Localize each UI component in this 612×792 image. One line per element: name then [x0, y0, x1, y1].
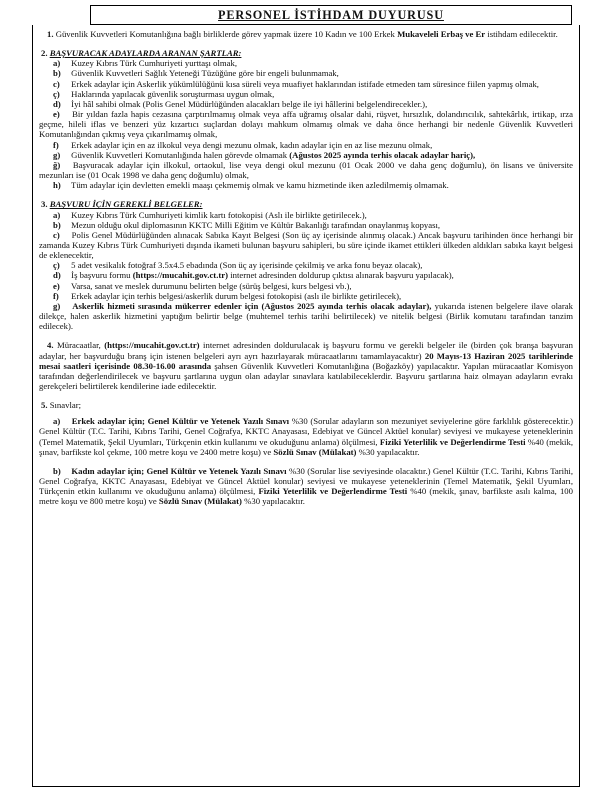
- list-item: a) Kuzey Kıbrıs Türk Cumhuriyeti kimlik kartı fotokopisi (Aslı ile birlikte getirilecek.),: [53, 209, 367, 220]
- list-item: b) Güvenlik Kuvvetleri Sağlık Yeteneği Tüzüğüne göre bir engeli bulunmamak,: [53, 68, 339, 79]
- exam-women: b) Kadın adaylar için; Genel Kültür ve Yetenek Yazılı Sınavı %30 (Sorular lise seviyesinde olacaktır.) Genel Kültür (T.C. Tarihi, Kıbrıs Tarihi, Genel Coğrafya, KKTC Anayasası, Edebiyat ve Güncel Aktüel konular) seviyesi ve mukayese yeteneklerinin (Temel Matematik, Şekil Uyumları, Türkçenin etkin kullanımı ve okuduğunu anlama) ölçülmesi, Fiziki Yeterlilik ve Değerlendirme Testi %40 (mekik, şınav, barfikste asılı kalma, 100 metre koşu ve 800 metre koşu) ve Sözlü Sınav (Mülakat) %30 yapılacaktır.: [39, 465, 574, 507]
- list-item: g) Askerlik hizmeti sırasında mükerrer edenler için (Ağustos 2025 ayında terhis olacak adaylar), yukarıda istenen belgelere ilave olarak dilekçe, halen askerlik hizmetini yaptığım belirtir belge (muhtemel terhis tarihi belirtilecek) ve nitelik belgesi (Birlik komutanı tarafından tanzim edilecek).: [39, 300, 574, 332]
- list-item: c) Erkek adaylar için Askerlik yükümlülüğünü kısa süreli veya muafiyet haklarından istifade etmeden tam süresince fiilen yapmış olmak,: [53, 78, 539, 89]
- list-item: d) İyi hâl sahibi olmak (Polis Genel Müdürlüğünden alacakları belge ile iyi hâllerini belgelendirecekler.),: [53, 98, 428, 109]
- list-item: g) Güvenlik Kuvvetleri Komutanlığında halen görevde olmamak (Ağustos 2025 ayında terhis olacak adaylar hariç),: [53, 149, 476, 160]
- list-item: a) Kuzey Kıbrıs Türk Cumhuriyeti yurttaşı olmak,: [53, 58, 238, 69]
- list-item: f) Erkek adaylar için en az ilkokul veya dengi mezunu olmak, kadın adaylar için en az lise mezunu olmak,: [53, 139, 433, 150]
- list-item: h) Tüm adaylar için devletten emekli maaşı çekmemiş olmak ve kamu hizmetinde iken azledilmemiş olmamak.: [53, 180, 449, 191]
- list-item: d) İş başvuru formu (https://mucahit.gov.ct.tr) internet adresinden doldurup çıktısı alınarak başvuru yapılacak),: [53, 270, 454, 281]
- list-item: ç) 5 adet vesikalık fotoğraf 3.5x4.5 ebadında (Son üç ay içerisinde çekilmiş ve arka fonu beyaz olacak),: [53, 260, 423, 271]
- announcement-body: [32, 25, 580, 787]
- section-3-heading: 3. BAŞVURU İÇİN GEREKLİ BELGELER:: [41, 199, 203, 210]
- section-2-list: [39, 58, 573, 190]
- list-item: e) Varsa, sanat ve meslek durumunu belirten belge (sürüş belgesi, kurs belgesi vb.),: [53, 280, 352, 291]
- page-title: PERSONEL İSTİHDAM DUYURUSU: [90, 5, 572, 25]
- announcement-page: [32, 5, 580, 787]
- list-item: c) Polis Genel Müdürlüğünden alınacak Sabıka Kayıt Belgesi (Son üç ay içerisinde alınmış olacak.) Ancak başvuru tarihinden önce herhangi bir zamanda Kuzey Kıbrıs Türk Cumhuriyeti dışında ikameti bulunan başvuru sahipleri, bu süre içinde ikamet ettikleri ülkeden aldıkları sabıka kayıt belgesi de eklenecektir,: [39, 229, 573, 261]
- section-1: 1. Güvenlik Kuvvetleri Komutanlığına bağlı birliklerde görev yapmak üzere 10 Kadın ve 100 Erkek Mukaveleli Erbaş ve Er istihdam edilecektir.: [47, 29, 558, 39]
- list-item: ğ) Başvuracak adaylar için ilkokul, ortaokul, lise veya dengi okul mezunu (01 Ocak 2000 ve daha genç doğumlu), ön lisans ve üniversite mezunları ise (01 Ocak 1998 ve daha genç doğumlu) olmak,: [39, 159, 574, 181]
- section-3-list: [39, 210, 573, 332]
- section-2-heading: 2. BAŞVURACAK ADAYLARDA ARANAN ŞARTLAR:: [41, 48, 242, 59]
- section-5-heading: 5. Sınavlar;: [41, 400, 82, 411]
- section-4: 4. Müracaatlar, (https://mucahit.gov.ct.tr) internet adresinden doldurulacak iş başvuru formu ve gerekli belgeler ile (birden çok branşa başvuran adaylar, her başvurduğu branş için istenen belgeleri ayrı ayrı hazırlayarak müracaatlarını tamamlayacaktır) 20 Mayıs-13 Haziran 2025 tarihlerinde mesai saatleri içerisinde 08.30-16.00 arasında şahsen Güvenlik Kuvvetleri Komutanlığına (Boğazköy) yapılacaktır. Yapılan müracaatlar Komisyon tarafından değerlendirilecek ve başvuru şartlarına uygun olan adaylar sınavlara katılabileceklerdir. Başvuru şartlarına haiz olmayan adayların evrakı gerekçeleri belirtilerek kendilerine iade edilecektir.: [39, 340, 574, 391]
- list-item: b) Mezun olduğu okul diplomasının KKTC Milli Eğitim ve Kültür Bakanlığı tarafından onaylanmış kopyası,: [53, 219, 441, 230]
- list-item: e) Bir yıldan fazla hapis cezasına çarptırılmamış olmak veya affa uğramış olsalar dahi, rüşvet, hırsızlık, dolandırıcılık, sahtekârlık, irtikap, ırza geçme, hileli iflas ve benzeri yüz kızartıcı suçlardan dolayı mahkum olmamış olmak ve daha önce herhangi bir nedenle Güvenlik Kuvvetleri Komutanlığından çıkmış veya çıkarılmamış olmak,: [39, 109, 574, 140]
- exam-men: a) Erkek adaylar için; Genel Kültür ve Yetenek Yazılı Sınavı %30 (Sorular adayların son mezuniyet seviyelerine göre farklılık gösterecektir.) Genel Kültür (T.C. Tarihi, Kıbrıs Tarihi, Genel Coğrafya, KKTC Anayasası, Edebiyat ve Güncel Aktüel konular) seviyesi ve mukayese yeteneklerinin (Temel Matematik, Şekil Uyumları, Türkçenin etkin kullanımı ve okuduğunu anlama) ölçülmesi, Fiziki Yeterlilik ve Değerlendirme Testi %40 (mekik, şınav, barfikste kol çekme, 100 metre koşu ve 2400 metre koşu) ve Sözlü Sınav (Mülakat) %30 yapılacaktır.: [39, 416, 573, 457]
- list-item: ç) Haklarında yapılacak güvenlik soruşturması uygun olmak,: [53, 88, 275, 99]
- list-item: f) Erkek adaylar için terhis belgesi/askerlik durum belgesi fotokopisi (aslı ile birlikte getirilecek),: [53, 290, 402, 301]
